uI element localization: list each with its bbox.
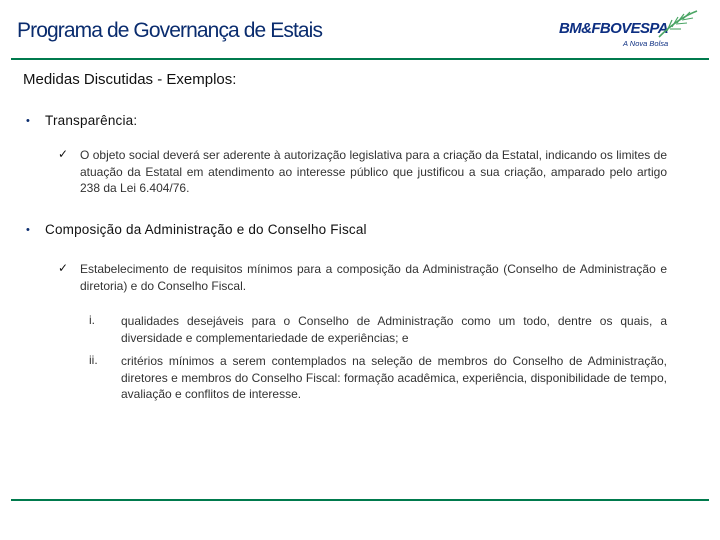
bullet-label-composicao: Composição da Administração e do Conselho Fiscal xyxy=(45,222,367,237)
sub-list-item-text: qualidades desejáveis para o Conselho de Administração como um todo, dentre os quais, a diversidade e complementariedade de experiências; e xyxy=(121,314,667,345)
bullet-marker: • xyxy=(26,224,30,236)
section-title: Medidas Discutidas - Exemplos: xyxy=(23,71,237,88)
bmfbovespa-logo xyxy=(557,9,702,51)
logo-brand: BM&FBOVESPA xyxy=(559,20,668,37)
sub-list-item-text: critérios mínimos a serem contemplados na seleção de membros do Conselho de Administração, diretores e membros do Conselho Fiscal: formação acadêmica, experiência, disponibilidade de tempo, avaliação e conflitos de interesse. xyxy=(121,354,667,401)
list-item-text: O objeto social deverá ser aderente à autorização legislativa para a criação da Estatal, indicando os limites de atuação da Estatal em atendimento ao interesse público que justificou a sua criação, amparado pelo artigo 238 da Lei 6.404/76. xyxy=(80,148,667,195)
header-divider xyxy=(11,58,709,60)
bullet-label-transparencia: Transparência: xyxy=(45,113,138,128)
bullet-marker: • xyxy=(26,115,30,127)
footer-divider xyxy=(11,499,709,501)
check-marker: ✓ xyxy=(58,147,69,161)
roman-marker: i. xyxy=(89,313,95,327)
feather-icon xyxy=(657,9,699,39)
page-title: Programa de Governança de Estais xyxy=(17,19,323,42)
logo-tagline: A Nova Bolsa xyxy=(623,39,669,48)
list-item-text: Estabelecimento de requisitos mínimos para a composição da Administração (Conselho de Administração e diretoria) e do Conselho Fiscal. xyxy=(80,262,667,293)
check-marker: ✓ xyxy=(58,261,69,275)
roman-marker: ii. xyxy=(89,353,98,367)
